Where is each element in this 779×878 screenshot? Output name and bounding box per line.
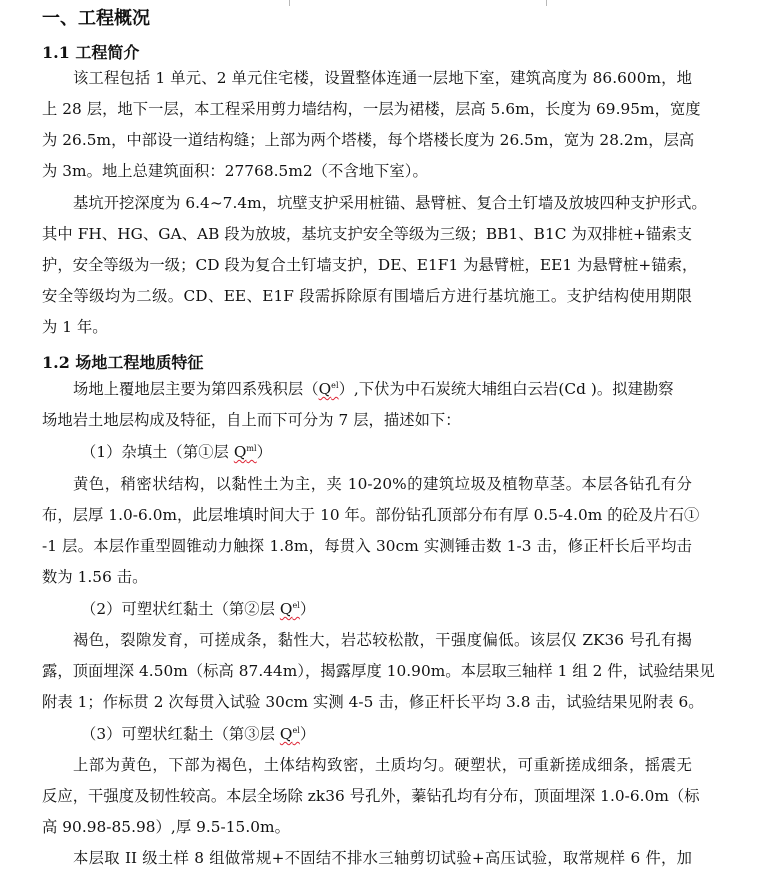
paragraph-line: 护，安全等级为一级；CD 段为复合土钉墙支护，DE、E1F1 为悬臂桩，EE1 为悬臂桩+锚索， [42, 256, 698, 274]
page-corner-mark-left [289, 0, 290, 6]
paragraph-line: -1 层。本层作重型圆锥动力触探 1.8m，每贯入 30cm 实测锤击数 1-3 击，修正杆长后平均击 [42, 537, 692, 555]
text-run: ）,下伏为中石炭统大埔组白云岩(Cd )。拟建勘察 [338, 380, 674, 398]
section-heading: 一、工程概况 [42, 8, 150, 29]
text-run: 场地上覆地层主要为第四系残积层（ [73, 380, 319, 398]
paragraph-line: 基坑开挖深度为 6.4~7.4m，坑壁支护采用桩锚、悬臂桩、复合土钉墙及放坡四种支护形式。 [73, 194, 707, 212]
paragraph-line: 本层取 II 级土样 8 组做常规+不固结不排水三轴剪切试验+高压试验，取常规样 6 件，加 [73, 849, 692, 867]
paragraph-line: 为 3m。地上总建筑面积：27768.5m2（不含地下室）。 [42, 162, 428, 180]
paragraph-line: 数为 1.56 击。 [42, 568, 148, 586]
subsection-heading-1-1: 1.1 工程简介 [42, 43, 140, 62]
paragraph-line: 黄色，稍密状结构，以黏性土为主，夹 10-20%的建筑垃圾及植物草茎。本层各钻孔有分 [73, 475, 692, 493]
geology-symbol: $Q^{ml}$ [233, 443, 257, 461]
paragraph-line: 场地岩土地层构成及特征，自上而下可分为 7 层，描述如下： [42, 411, 461, 429]
paragraph-line: 露，顶面埋深 4.50m（标高 87.44m），揭露厚度 10.90m。本层取三轴样 1 组 2 件，试验结果见 [42, 662, 715, 680]
paragraph-line: 褐色，裂隙发育，可搓成条，黏性大，岩芯较松散，干强度偏低。该层仅 ZK36 号孔有揭 [73, 631, 692, 649]
layer-heading-2: （2）可塑状红黏土（第②层 $Q^{el}$） [81, 600, 316, 618]
paragraph-line: 附表 1；作标贯 2 次每贯入试验 30cm 实测 4-5 击，修正杆长平均 3.8 击，试验结果见附表 6。 [42, 693, 704, 711]
paragraph-line: 反应，干强度及韧性较高。本层全场除 zk36 号孔外，蓁钻孔均有分布，顶面埋深 1.0-6.0m（标 [42, 787, 700, 805]
geology-symbol: $Q^{el}$ [318, 380, 339, 398]
subsection-heading-1-2: 1.2 场地工程地质特征 [42, 353, 204, 372]
paragraph-line: 该工程包括 1 单元、2 单元住宅楼，设置整体连通一层地下室，建筑高度为 86.600m，地 [73, 69, 692, 87]
geology-symbol: $Q^{el}$ [279, 600, 300, 618]
paragraph-line: 其中 FH、HG、GA、AB 段为放坡，基坑支护安全等级为三级；BB1、B1C 为双排桩+锚索支 [42, 225, 692, 243]
paragraph-line: 安全等级均为二级。CD、EE、E1F 段需拆除原有围墙后方进行基坑施工。支护结构使用期限 [42, 287, 692, 305]
geology-symbol: $Q^{el}$ [279, 725, 300, 743]
paragraph-line: 上部为黄色，下部为褐色，土体结构致密，土质均匀。硬塑状，可重新搓成细条，摇震无 [73, 756, 692, 774]
paragraph-line [73, 377, 692, 399]
paragraph-line: 高 90.98-85.98）,厚 9.5-15.0m。 [42, 818, 290, 836]
paragraph-line: 上 28 层，地下一层，本工程采用剪力墙结构，一层为裙楼，层高 5.6m，长度为 69.95m，宽度 [42, 100, 701, 118]
paragraph-line: 布，层厚 1.0-6.0m，此层堆填时间大于 10 年。部份钻孔顶部分布有厚 0.5-4.0m 的砼及片石① [42, 506, 700, 524]
paragraph-line: 为 26.5m，中部设一道结构缝；上部为两个塔楼，每个塔楼长度为 26.5m，宽为 28.2m，层高 [42, 131, 695, 149]
paragraph-line: 为 1 年。 [42, 318, 108, 336]
page-corner-mark-right [546, 0, 547, 6]
layer-heading-1: （1）杂填土（第①层 $Q^{ml}$） [81, 443, 273, 461]
layer-heading-3: （3）可塑状红黏土（第③层 $Q^{el}$） [81, 725, 316, 743]
